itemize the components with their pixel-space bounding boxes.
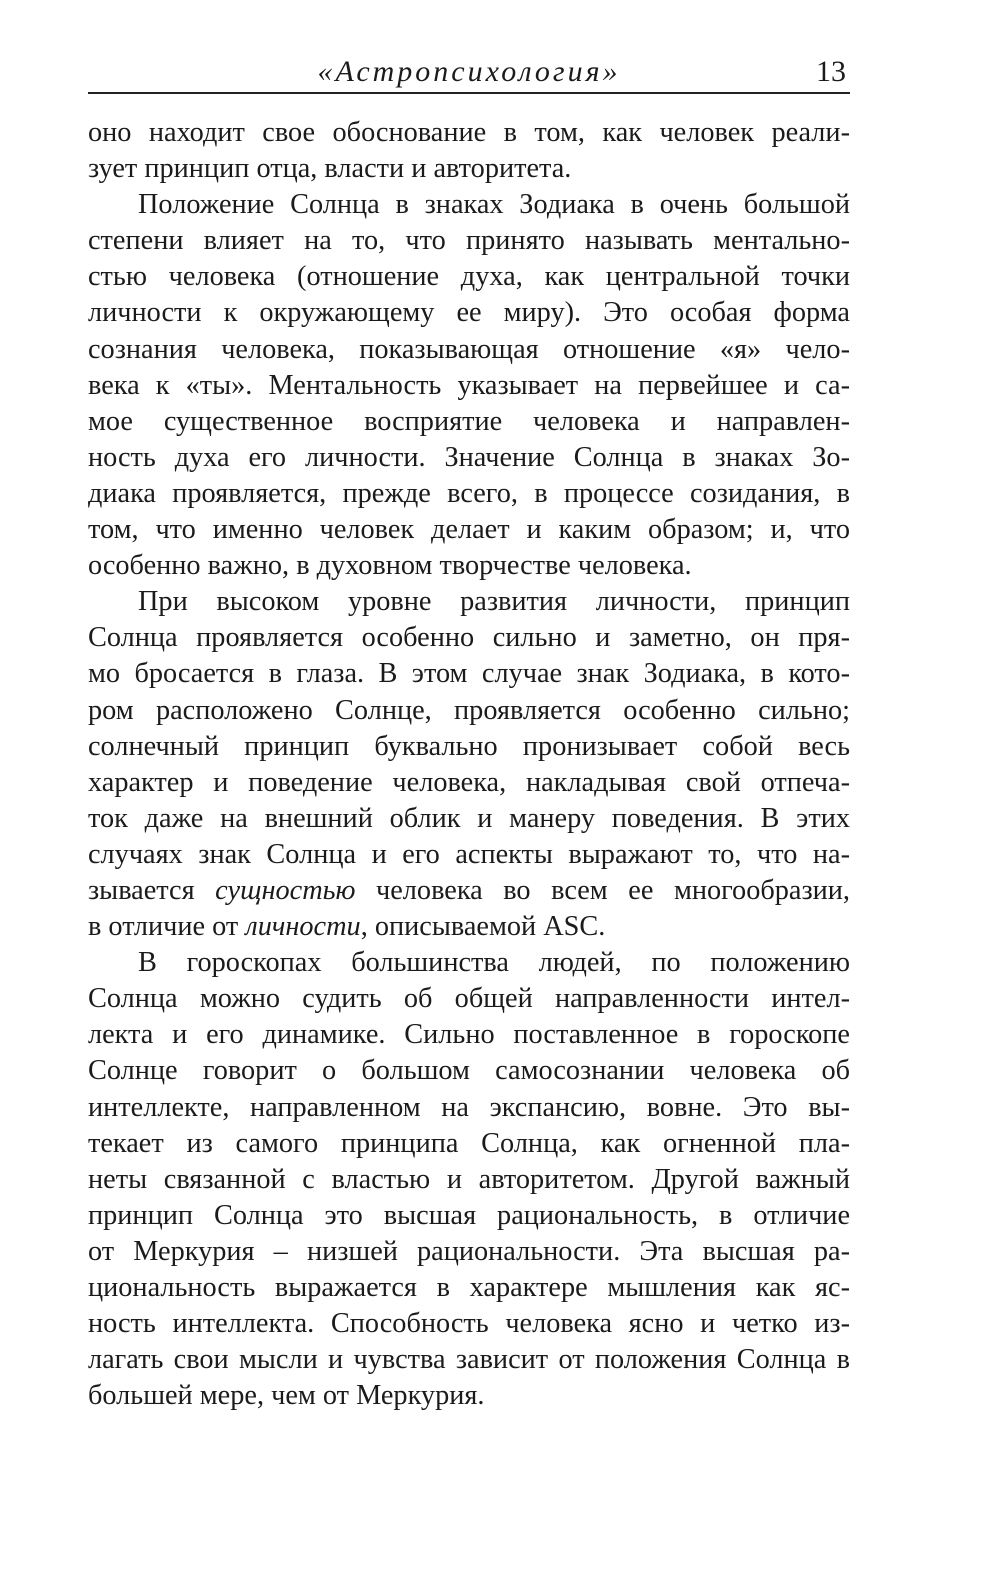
text-line: неты связанной с властью и авторитетом. Другой важный — [88, 1163, 850, 1195]
running-title: «Астропсихология» — [317, 55, 621, 88]
text-line: лекта и его динамике. Сильно поставленное в гороскопе — [88, 1019, 850, 1051]
italic-term-essence: сущностью — [215, 874, 356, 906]
paragraph-1 — [88, 115, 850, 187]
text-line: личности к окружающему ее миру). Это особая форма — [88, 297, 850, 329]
text-line: солнечный принцип буквально пронизывает собой весь — [88, 730, 850, 762]
text-line: При высоком уровне развития личности, принцип — [138, 586, 850, 618]
text-line: ность интеллекта. Способность человека ясно и четко из- — [88, 1308, 850, 1340]
text-line: особенно важно, в духовном творчестве человека. — [88, 550, 692, 582]
text-line: сознания человека, показывающая отношение «я» чело- — [88, 333, 850, 365]
text-line: от Меркурия – низшей рациональности. Эта высшая ра- — [88, 1235, 850, 1267]
text-line: циональность выражается в характере мышления как яс- — [88, 1272, 850, 1303]
paragraph-4 — [88, 945, 850, 1414]
text-fragment: человека во всем ее многообразии, — [355, 874, 850, 906]
text-fragment: в отличие от — [88, 911, 246, 943]
text-line-essence — [88, 873, 850, 909]
text-line: мое существенное восприятие человека и направлен- — [88, 405, 850, 437]
page-number: 13 — [816, 55, 846, 88]
book-page — [88, 0, 850, 1596]
text-fragment: , описываемой ASC. — [360, 911, 606, 943]
text-line: зует принцип отца, власти и авторитета. — [88, 153, 572, 185]
text-line: том, что именно человек делает и каким образом; и, что — [88, 514, 850, 546]
text-line: лагать свои мысли и чувства зависит от положения Солнца в — [88, 1344, 850, 1376]
text-line: ность духа его личности. Значение Солнца в знаках Зо- — [88, 441, 850, 473]
text-line: Солнца можно судить об общей направленности интел- — [88, 983, 850, 1015]
text-fragment: зывается — [88, 874, 216, 906]
text-line: мо бросается в глаза. В этом случае знак Зодиака, в кото- — [88, 658, 850, 690]
text-line: текает из самого принципа Солнца, как огненной пла- — [88, 1127, 850, 1159]
text-line: стью человека (отношение духа, как центральной точки — [88, 261, 850, 293]
text-line: степени влияет на то, что принято называть ментально- — [88, 225, 850, 257]
text-line: интеллекте, направленном на экспансию, вовне. Это вы- — [88, 1091, 850, 1123]
text-line: характер и поведение человека, накладывая свой отпеча- — [88, 766, 850, 798]
text-body — [88, 115, 850, 1414]
paragraph-2 — [88, 187, 850, 584]
text-line: ток даже на внешний облик и манеру поведения. В этих — [88, 802, 850, 834]
text-line: В гороскопах большинства людей, по положению — [138, 947, 850, 979]
text-line: оно находит свое обоснование в том, как человек реали- — [88, 117, 850, 148]
running-head — [88, 52, 850, 94]
text-line: Солнце говорит о большом самосознании человека об — [88, 1055, 850, 1087]
text-line: ром расположено Солнце, проявляется особенно сильно; — [88, 694, 850, 726]
text-line: большей мере, чем от Меркурия. — [88, 1380, 485, 1412]
text-line: века к «ты». Ментальность указывает на первейшее и са- — [88, 369, 850, 401]
text-line: Положение Солнца в знаках Зодиака в очень большой — [138, 189, 850, 221]
text-line-personality — [88, 909, 850, 945]
text-line: диака проявляется, прежде всего, в процессе созидания, в — [88, 477, 850, 509]
italic-term-personality: личности — [245, 911, 361, 943]
text-line: принцип Солнца это высшая рациональность, в отличие — [88, 1199, 850, 1231]
text-line: Солнца проявляется особенно сильно и заметно, он пря- — [88, 622, 850, 654]
paragraph-3 — [88, 584, 850, 945]
text-line: случаях знак Солнца и его аспекты выражают то, что на- — [88, 838, 850, 870]
